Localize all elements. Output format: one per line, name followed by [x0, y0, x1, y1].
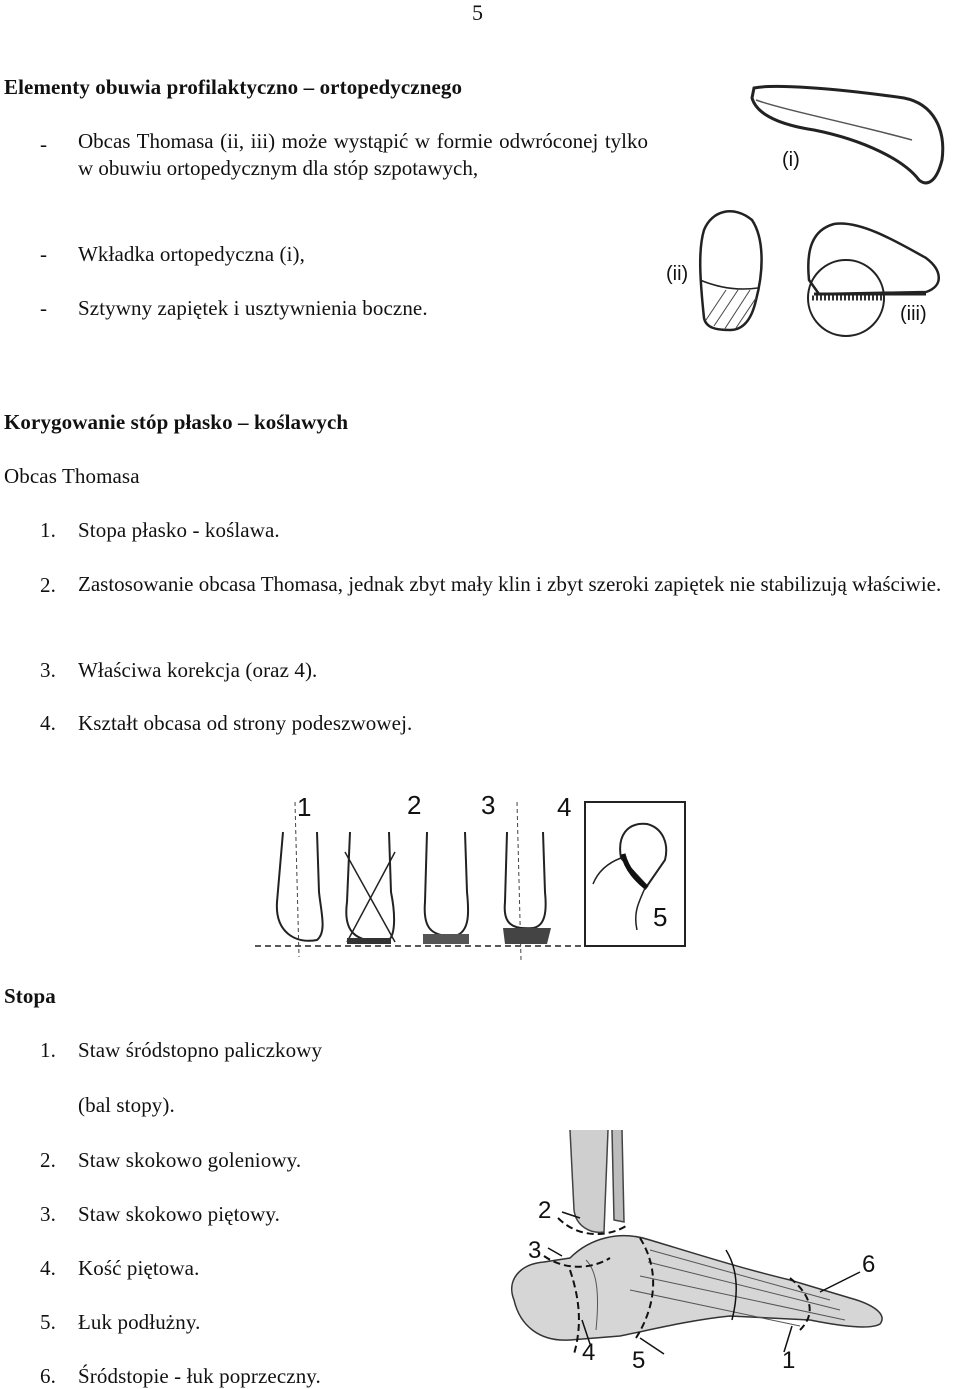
list-item-flat-valgus: Stopa płasko - koślawa.: [78, 518, 280, 542]
list-number: 1.: [40, 1038, 56, 1062]
list-number: 4.: [40, 1256, 56, 1280]
list-item-calcaneus: Kość piętowa.: [78, 1256, 200, 1280]
list-item-ball-of-foot: (bal stopy).: [78, 1093, 175, 1117]
bullet-dash: -: [40, 242, 47, 266]
list-item-correction: Właściwa korekcja (oraz 4).: [78, 658, 318, 682]
section-heading-flat-valgus: Korygowanie stóp płasko – koślawych: [4, 410, 349, 434]
list-item-longitudinal-arch: Łuk podłużny.: [78, 1310, 201, 1334]
figure-label-iii: (iii): [900, 303, 927, 325]
section-heading-foot: Stopa: [4, 984, 56, 1008]
foot-label-3: 3: [528, 1237, 542, 1264]
heel-correction-figure: [255, 792, 695, 964]
bullet-dash: -: [40, 132, 47, 156]
foot-label-6: 6: [862, 1251, 876, 1278]
subheading-thomas-heel: Obcas Thomasa: [4, 464, 140, 488]
figure-label-1: 1: [297, 792, 312, 822]
list-item-rigid-heel: Sztywny zapiętek i usztywnienia boczne.: [78, 296, 428, 320]
page-number: 5: [472, 0, 483, 25]
orthopedic-footwear-figure: [664, 80, 954, 345]
figure-label-3: 3: [481, 790, 496, 820]
list-number: 2.: [40, 573, 56, 597]
list-number: 4.: [40, 711, 56, 735]
figure-label-i: (i): [782, 149, 800, 171]
list-item-thomas-heel: Obcas Thomasa (ii, iii) może wystąpić w formie odwróconej tylko w obuwiu ortopedycznym dla stóp szpotawych,: [78, 129, 648, 180]
list-number: 3.: [40, 1202, 56, 1226]
list-number: 5.: [40, 1310, 56, 1334]
foot-skeleton-figure: [500, 1130, 900, 1380]
foot-label-1: 1: [782, 1347, 796, 1374]
list-item-mtp-joint: Staw śródstopno paliczkowy: [78, 1038, 323, 1062]
list-item-subtalar-joint: Staw skokowo piętowy.: [78, 1202, 280, 1226]
figure-label-5: 5: [653, 902, 668, 932]
figure-label-2: 2: [407, 790, 422, 820]
list-item-heel-shape: Kształt obcasa od strony podeszwowej.: [78, 711, 413, 735]
list-number: 6.: [40, 1364, 56, 1388]
list-item-transverse-arch: Śródstopie - łuk poprzeczny.: [78, 1364, 321, 1388]
section-heading-footwear: Elementy obuwia profilaktyczno – ortopedycznego: [4, 75, 463, 99]
list-number: 1.: [40, 518, 56, 542]
figure-label-ii: (ii): [666, 263, 689, 285]
list-number: 2.: [40, 1148, 56, 1172]
figure-label-4: 4: [557, 792, 572, 822]
list-item-thomas-application: Zastosowanie obcasa Thomasa, jednak zbyt mały klin i zbyt szeroki zapiętek nie stabilizują właściwie.: [78, 572, 942, 596]
foot-label-2: 2: [538, 1197, 552, 1224]
foot-label-5: 5: [632, 1347, 646, 1374]
list-item-insole: Wkładka ortopedyczna (i),: [78, 242, 305, 266]
list-number: 3.: [40, 658, 56, 682]
list-item-ankle-joint: Staw skokowo goleniowy.: [78, 1148, 302, 1172]
bullet-dash: -: [40, 296, 47, 320]
foot-label-4: 4: [582, 1339, 596, 1366]
